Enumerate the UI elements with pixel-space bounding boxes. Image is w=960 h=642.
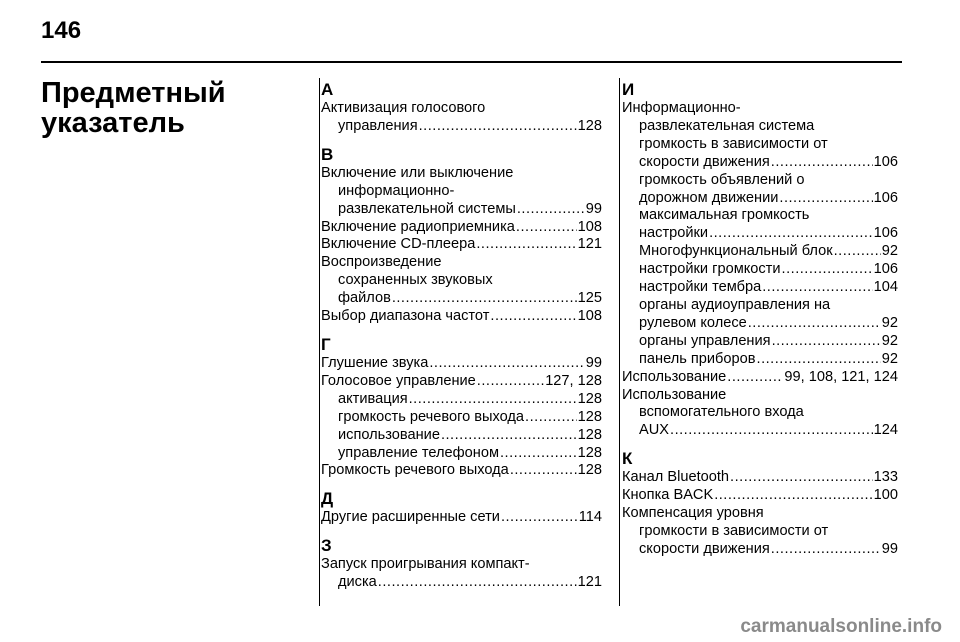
- leader-dots: [477, 373, 544, 391]
- index-entry: [622, 487, 898, 505]
- index-entry-label: Включение CD-плеера: [321, 236, 476, 253]
- index-entry: [321, 201, 602, 219]
- index-entry-label: настройки: [639, 225, 709, 242]
- index-page-ref: 92: [881, 314, 898, 331]
- index-page-ref: 92: [881, 243, 898, 260]
- index-page-ref: 106: [873, 153, 898, 170]
- index-entry-text: вспомогательного входа: [639, 404, 804, 421]
- index-page-ref: 128: [577, 462, 602, 479]
- index-entry: [622, 541, 898, 559]
- index-entry-text: органы аудиоуправления на: [639, 296, 831, 313]
- index-page-ref: 114: [578, 509, 602, 526]
- index-entry-label: диска: [338, 574, 377, 591]
- index-entry-text: громкость в зависимости от: [639, 135, 828, 152]
- index-entry: [321, 118, 602, 136]
- index-entry-label: Включение радиоприемника: [321, 218, 515, 235]
- index-entry-label: Многофункциональный блок: [639, 243, 833, 260]
- index-letter-heading: И: [622, 80, 635, 99]
- index-entry: [622, 422, 898, 440]
- index-entry-label: использование: [338, 426, 440, 443]
- index-entry: [321, 373, 602, 391]
- index-page-ref: 92: [881, 332, 898, 349]
- index-page-ref: 128: [577, 444, 602, 461]
- index-letter-heading: К: [622, 449, 633, 469]
- index-page-ref: 100: [873, 487, 898, 504]
- leader-dots: [517, 201, 585, 219]
- index-page-ref: 108: [577, 218, 602, 235]
- leader-dots: [730, 469, 873, 487]
- index-entry: [321, 409, 602, 427]
- index-entry-text: Воспроизведение: [321, 254, 442, 271]
- index-entry-text: Включение или выключение: [321, 164, 514, 181]
- index-entry-text: максимальная громкость: [639, 207, 810, 224]
- index-entry: [622, 225, 898, 243]
- index-letter-heading: З: [321, 536, 332, 556]
- index-entry-label: настройки громкости: [639, 261, 781, 278]
- index-entry: [622, 315, 898, 333]
- index-entry: [622, 351, 898, 369]
- index-entry-label: Кнопка BACK: [622, 487, 714, 504]
- index-entry-text: Запуск проигрывания компакт-: [321, 556, 530, 573]
- index-entry-label: органы управления: [639, 332, 771, 349]
- index-entry: [321, 308, 602, 326]
- index-column-2: [622, 80, 898, 559]
- index-letter-heading: Г: [321, 334, 331, 354]
- leader-dots: [501, 509, 578, 527]
- index-page-ref: 128: [577, 426, 602, 443]
- index-entry-label: Использование: [622, 368, 727, 385]
- leader-dots: [419, 118, 577, 136]
- index-entry: [321, 391, 602, 409]
- index-entry-label: Канал Bluetooth: [622, 469, 730, 486]
- index-entry-text: развлекательная система: [639, 117, 815, 134]
- index-entry-text: информационно-: [338, 182, 455, 199]
- leader-dots: [392, 290, 577, 308]
- index-entry: [622, 333, 898, 351]
- index-entry-text: сохраненных звуковых: [338, 272, 493, 289]
- leader-dots: [782, 261, 873, 279]
- leader-dots: [727, 369, 783, 387]
- index-entry-text: Использование: [622, 386, 727, 403]
- index-entry: [321, 427, 602, 445]
- index-page-ref: 106: [873, 189, 898, 206]
- index-page-ref: 127, 128: [545, 372, 602, 389]
- leader-dots: [709, 225, 873, 243]
- leader-dots: [490, 308, 576, 326]
- index-entry-label: файлов: [338, 290, 391, 307]
- leader-dots: [409, 391, 577, 409]
- index-entry: [622, 369, 898, 387]
- leader-dots: [525, 409, 577, 427]
- leader-dots: [834, 243, 881, 261]
- index-entry: [321, 574, 602, 592]
- leader-dots: [771, 541, 881, 559]
- index-page-ref: 128: [577, 390, 602, 407]
- index-entry: [321, 462, 602, 480]
- index-entry: [321, 509, 602, 527]
- leader-dots: [762, 279, 872, 297]
- leader-dots: [510, 462, 577, 480]
- index-page-ref: 99: [585, 200, 602, 217]
- index-entry-label: Другие расширенные сети: [321, 509, 500, 526]
- index-entry-label: управления: [338, 117, 418, 134]
- index-entry-label: Глушение звука: [321, 354, 429, 371]
- index-page-ref: 128: [577, 408, 602, 425]
- index-entry-label: настройки тембра: [639, 279, 762, 296]
- leader-dots: [772, 333, 881, 351]
- index-entry-label: рулевом колесе: [639, 314, 747, 331]
- index-entry-label: развлекательной системы: [338, 200, 516, 217]
- index-letter-heading: В: [321, 144, 334, 164]
- index-entry-label: управление телефоном: [338, 444, 499, 461]
- index-entry-label: AUX: [639, 422, 670, 439]
- index-entry: [321, 355, 602, 373]
- index-entry-label: громкость речевого выхода: [338, 408, 525, 425]
- index-entry: [622, 154, 898, 172]
- index-letter-heading: Д: [321, 489, 334, 509]
- leader-dots: [516, 219, 577, 237]
- index-page-ref: 121: [577, 236, 602, 253]
- leader-dots: [500, 445, 577, 463]
- index-page-ref: 121: [577, 574, 602, 591]
- index-entry: [622, 469, 898, 487]
- index-page-ref: 125: [577, 290, 602, 307]
- index-page-ref: 128: [577, 117, 602, 134]
- index-page-ref: 108: [577, 308, 602, 325]
- index-entry-label: Выбор диапазона частот: [321, 308, 490, 325]
- index-entry-label: активация: [338, 390, 408, 407]
- page-number: 146: [41, 17, 82, 44]
- index-page-ref: 106: [873, 225, 898, 242]
- index-entry-text: Компенсация уровня: [622, 505, 764, 522]
- index-page-ref: 92: [881, 350, 898, 367]
- index-entry-text: громкости в зависимости от: [639, 522, 829, 539]
- leader-dots: [714, 487, 872, 505]
- leader-dots: [757, 351, 881, 369]
- index-page-ref: 104: [873, 279, 898, 296]
- index-page-ref: 124: [873, 422, 898, 439]
- leader-dots: [441, 427, 577, 445]
- column-divider-left: [319, 78, 320, 606]
- index-entry: [622, 279, 898, 297]
- index-entry-label: скорости движения: [639, 153, 770, 170]
- index-entry-label: панель приборов: [639, 350, 756, 367]
- index-entry: [321, 219, 602, 237]
- leader-dots: [670, 422, 873, 440]
- index-entry: [622, 261, 898, 279]
- leader-dots: [779, 190, 872, 208]
- index-page-ref: 106: [873, 261, 898, 278]
- watermark: carmanualsonline.info: [740, 616, 942, 637]
- index-entry: [321, 290, 602, 308]
- index-letter-heading: А: [321, 80, 334, 99]
- index-page-ref: 99: [585, 354, 602, 371]
- index-entry: [321, 236, 602, 254]
- index-page-ref: 99, 108, 121, 124: [784, 368, 898, 385]
- leader-dots: [429, 355, 584, 373]
- leader-dots: [748, 315, 881, 333]
- index-entry-label: дорожном движении: [639, 189, 779, 206]
- header-rule: [41, 61, 902, 63]
- index-entry: [321, 445, 602, 463]
- index-page-ref: 99: [881, 540, 898, 557]
- index-entry-label: Громкость речевого выхода: [321, 462, 509, 479]
- index-entry-label: скорости движения: [639, 540, 770, 557]
- leader-dots: [378, 574, 577, 592]
- index-entry-label: Голосовое управление: [321, 372, 476, 389]
- index-page-ref: 133: [873, 469, 898, 486]
- index-entry-text: громкость объявлений о: [639, 171, 805, 188]
- index-title: Предметный указатель: [41, 77, 226, 139]
- column-divider-right: [619, 78, 620, 606]
- leader-dots: [476, 236, 576, 254]
- index-entry-text: Информационно-: [622, 100, 741, 116]
- index-entry: [622, 243, 898, 261]
- index-column-1: [321, 80, 602, 592]
- index-entry-text: Активизация голосового: [321, 100, 486, 116]
- leader-dots: [771, 154, 873, 172]
- index-entry: [622, 190, 898, 208]
